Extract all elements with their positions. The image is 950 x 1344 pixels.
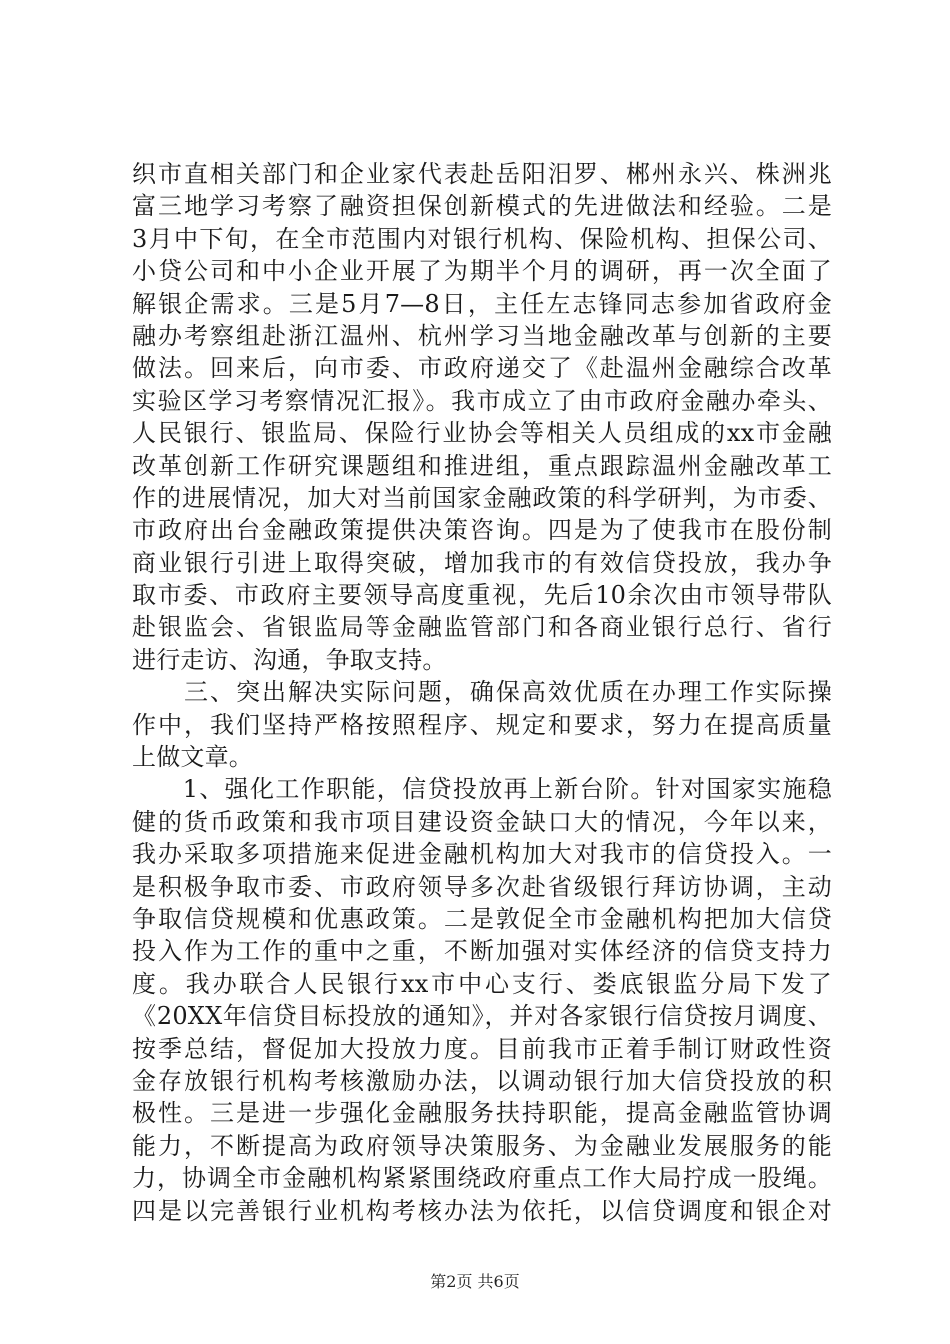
- text-line: 改革创新工作研究课题组和推进组，重点跟踪温州金融改革工: [132, 451, 832, 480]
- text-line: 作中，我们坚持严格按照程序、规定和要求，努力在提高质量: [132, 710, 832, 739]
- text-line: 三、突出解决实际问题，确保高效优质在办理工作实际操: [132, 678, 832, 707]
- text-line: 我办采取多项措施来促进金融机构加大对我市的信贷投入。一: [132, 840, 832, 869]
- text-line: 市政府出台金融政策提供决策咨询。四是为了使我市在股份制: [132, 516, 832, 545]
- text-line: 能力，不断提高为政府领导决策服务、为金融业发展服务的能: [132, 1131, 832, 1160]
- text-line: 织市直相关部门和企业家代表赴岳阳汨罗、郴州永兴、株洲兆: [132, 160, 832, 188]
- text-line: 1、强化工作职能，信贷投放再上新台阶。针对国家实施稳: [132, 775, 832, 804]
- text-line: 3月中下旬，在全市范围内对银行机构、保险机构、担保公司、: [132, 224, 832, 253]
- text-line: 力，协调全市金融机构紧紧围绕政府重点工作大局拧成一股绳。: [132, 1164, 832, 1193]
- page-footer: 第2页 共6页: [430, 1272, 520, 1291]
- text-line: 进行走访、沟通，争取支持。: [132, 645, 447, 674]
- text-line: 按季总结，督促加大投放力度。目前我市正着手制订财政性资: [132, 1034, 832, 1063]
- text-line: 融办考察组赴浙江温州、杭州学习当地金融改革与创新的主要: [132, 321, 832, 350]
- text-line: 争取信贷规模和优惠政策。二是敦促全市金融机构把加大信贷: [132, 904, 832, 933]
- text-line: 富三地学习考察了融资担保创新模式的先进做法和经验。二是: [132, 192, 832, 221]
- text-line: 人民银行、银监局、保险行业协会等相关人员组成的xx市金融: [132, 419, 832, 448]
- text-line: 金存放银行机构考核激励办法，以调动银行加大信贷投放的积: [132, 1066, 832, 1095]
- text-line: 投入作为工作的重中之重，不断加强对实体经济的信贷支持力: [132, 937, 832, 966]
- text-line: 极性。三是进一步强化金融服务扶持职能，提高金融监管协调: [132, 1099, 832, 1128]
- text-line: 是积极争取市委、市政府领导多次赴省级银行拜访协调，主动: [132, 872, 832, 901]
- text-line: 上做文章。: [132, 743, 253, 772]
- text-line: 取市委、市政府主要领导高度重视，先后10余次由市领导带队: [132, 581, 832, 610]
- text-line: 赴银监会、省银监局等金融监管部门和各商业银行总行、省行: [132, 613, 832, 642]
- text-line: 健的货币政策和我市项目建设资金缺口大的情况，今年以来，: [132, 807, 832, 836]
- text-line: 商业银行引进上取得突破，增加我市的有效信贷投放，我办争: [132, 548, 832, 577]
- text-line: 实验区学习考察情况汇报》。我市成立了由市政府金融办牵头、: [132, 386, 832, 415]
- text-line: 《20XX年信贷目标投放的通知》，并对各家银行信贷按月调度、: [132, 1002, 832, 1031]
- text-line: 小贷公司和中小企业开展了为期半个月的调研，再一次全面了: [132, 257, 832, 286]
- text-line: 做法。回来后，向市委、市政府递交了《赴温州金融综合改革: [132, 354, 832, 383]
- text-line: 度。我办联合人民银行xx市中心支行、娄底银监分局下发了: [132, 969, 832, 998]
- body-text: [132, 158, 832, 1227]
- text-line: 解银企需求。三是5月7—8日，主任左志锋同志参加省政府金: [132, 289, 832, 318]
- text-line: 四是以完善银行业机构考核办法为依托，以信贷调度和银企对: [132, 1196, 832, 1225]
- text-line: 作的进展情况，加大对当前国家金融政策的科学研判，为市委、: [132, 483, 832, 512]
